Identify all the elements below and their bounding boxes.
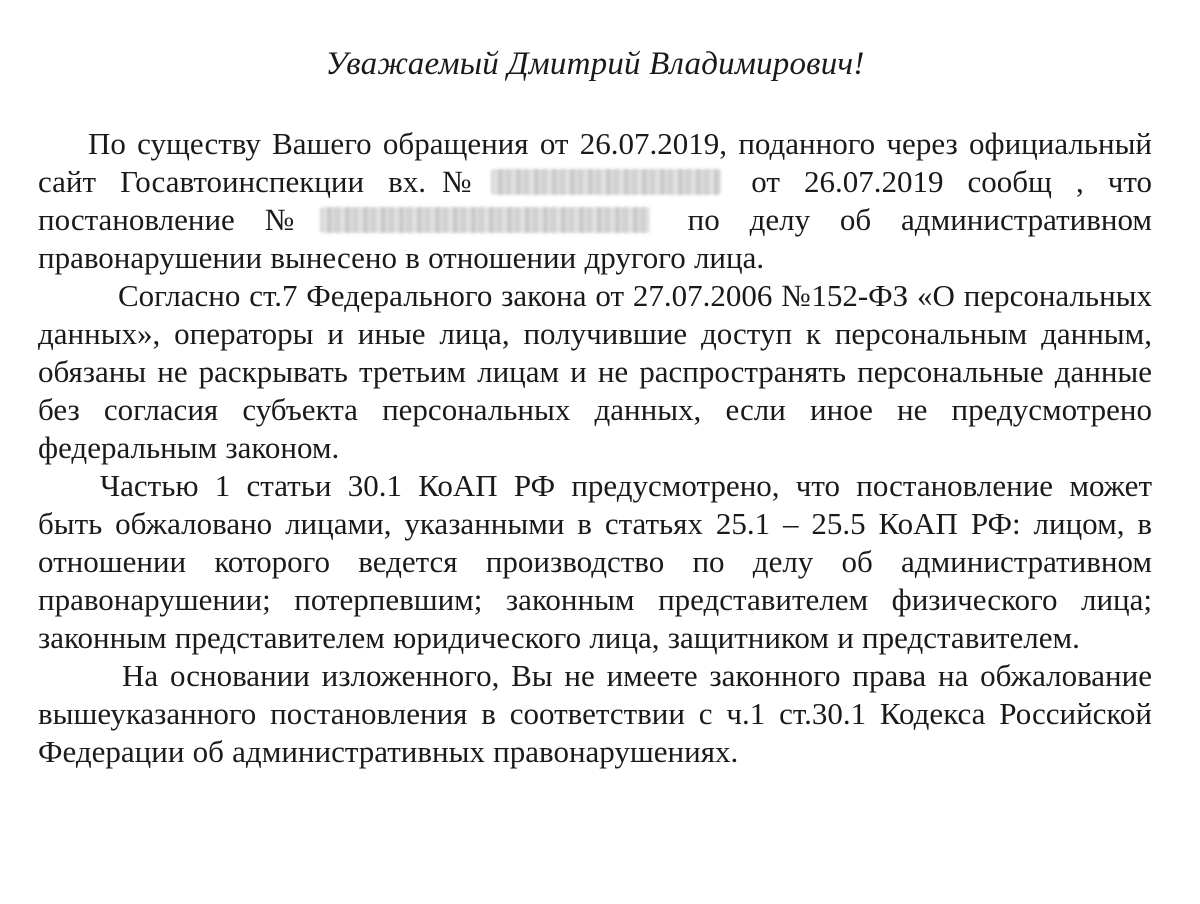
salutation: Уважаемый Дмитрий Владимирович! xyxy=(325,46,865,82)
appeal-text-part2: от 26.07.2019 сообщ , что постановление № xyxy=(38,164,1152,237)
redacted-resolution-number xyxy=(320,207,650,233)
paragraph-koap-article: Частью 1 статьи 30.1 КоАП РФ предусмотрено, что постановление может быть обжаловано лицами, указанными в статьях 25.1 – 25.5 КоАП РФ: лицом, в отношении которого ведется производство по делу об административном правонарушении; потерпевшим; законным представителем физического лица; законным представителем юридического лица, защитником и представителем. xyxy=(38,468,1152,655)
appeal-text-part1: По существу Вашего обращения от 26.07.2019, поданного через официальный сайт Госавтоинспекции вх.№ xyxy=(38,126,1152,199)
redacted-incoming-number xyxy=(491,169,721,195)
paragraph-personal-data-law: Согласно ст.7 Федерального закона от 27.07.2006 №152-ФЗ «О персональных данных», операторы и иные лица, получившие доступ к персональным данным, обязаны не раскрывать третьим лицам и не распространять персональные данные без согласия субъекта персональных данных, если иное не предусмотрено федеральным законом. xyxy=(38,278,1152,465)
paragraph-conclusion: На основании изложенного, Вы не имеете законного права на обжалование вышеуказанного постановления в соответствии с ч.1 ст.30.1 Кодекса Российской Федерации об административных правонарушениях. xyxy=(38,658,1152,769)
paragraph-appeal-response xyxy=(38,125,1152,277)
appeal-text-part3: по делу об административном правонарушении вынесено в отношении другого лица. xyxy=(38,202,1152,275)
